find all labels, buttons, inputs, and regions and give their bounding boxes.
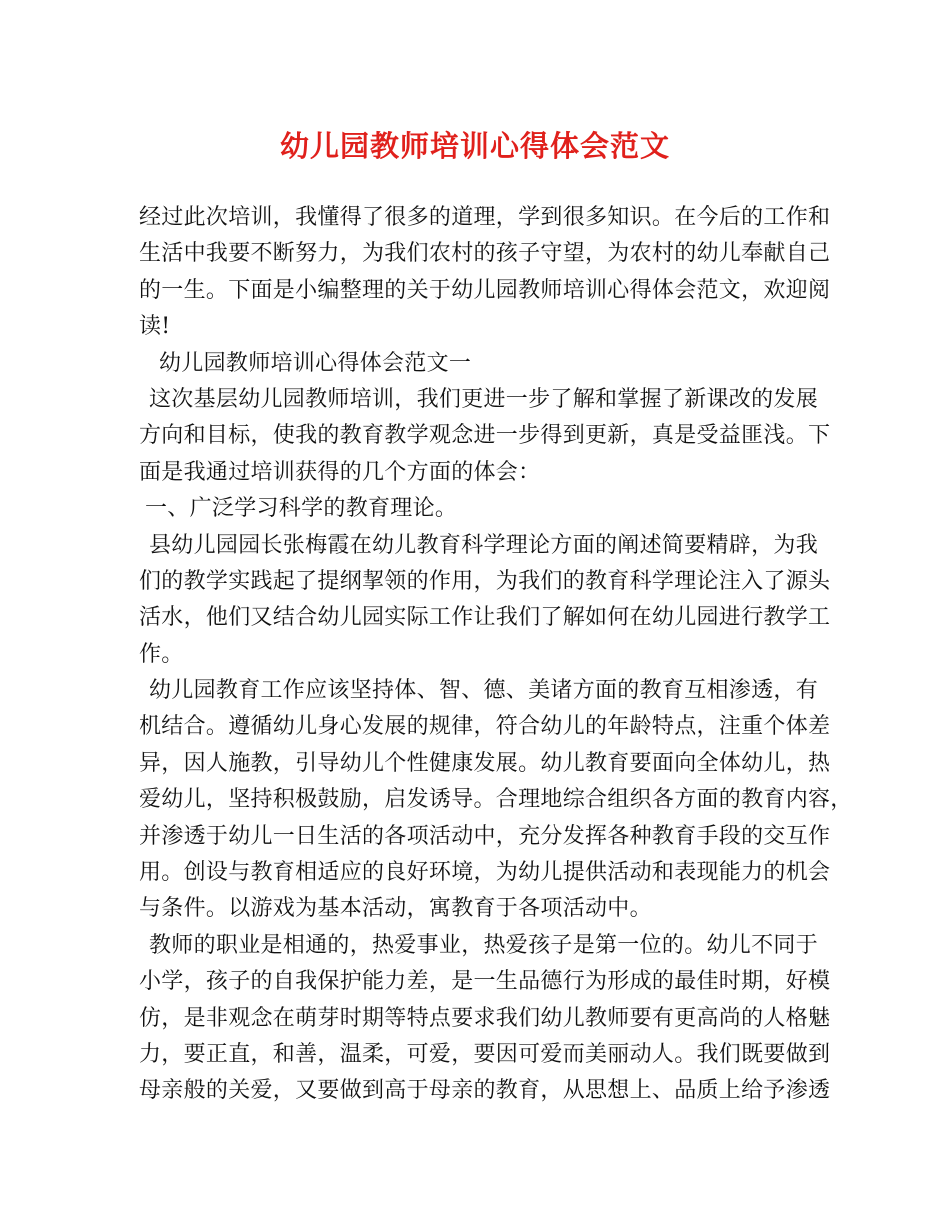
text-line: 幼儿园教育工作应该坚持体、智、德、美诸方面的教育互相渗透，有 [149, 678, 819, 704]
text-line: 作。 [139, 641, 184, 667]
text-line: 面是我通过培训获得的几个方面的体会： [139, 459, 541, 485]
text-line: 这次基层幼儿园教师培训，我们更进一步了解和掌握了新课改的发展 [149, 386, 819, 412]
document-body [139, 200, 853, 1110]
text-line: 母亲般的关爱，又要做到高于母亲的教育，从思想上、品质上给予渗透 [139, 1078, 831, 1104]
text-line: 县幼儿园园长张梅霞在幼儿教育科学理论方面的阐述简要精辟，为我 [149, 532, 819, 558]
text-line: 读! [139, 314, 171, 340]
text-line: 教师的职业是相通的，热爱事业，热爱孩子是第一位的。幼儿不同于 [149, 932, 819, 958]
text-line: 小学，孩子的自我保护能力差，是一生品德行为形成的最佳时期，好模 [139, 969, 831, 995]
text-line: 生活中我要不断努力，为我们农村的孩子守望，为农村的幼儿奉献自己 [139, 241, 831, 267]
section-heading: 幼儿园教师培训心得体会范文一 [159, 350, 472, 376]
text-line: 仿，是非观念在萌芽时期等特点要求我们幼儿教师要有更高尚的人格魅 [139, 1005, 831, 1031]
subsection-heading: 一、广泛学习科学的教育理论。 [145, 496, 458, 522]
text-line: 爱幼儿，坚持积极鼓励，启发诱导。合理地综合组织各方面的教育内容， [139, 787, 853, 813]
document-title: 幼儿园教师培训心得体会范文 [279, 129, 670, 163]
text-line: 异，因人施教，引导幼儿个性健康发展。幼儿教育要面向全体幼儿，热 [139, 750, 831, 776]
text-line: 的一生。下面是小编整理的关于幼儿园教师培训心得体会范文，欢迎阅 [139, 277, 831, 303]
text-line: 机结合。遵循幼儿身心发展的规律，符合幼儿的年龄特点，注重个体差 [139, 714, 831, 740]
text-line: 方向和目标，使我的教育教学观念进一步得到更新，真是受益匪浅。下 [139, 423, 831, 449]
text-line: 经过此次培训，我懂得了很多的道理，学到很多知识。在今后的工作和 [139, 205, 831, 230]
text-line: 力，要正直，和善，温柔，可爱，要因可爱而美丽动人。我们既要做到 [139, 1041, 831, 1067]
text-line: 活水，他们又结合幼儿园实际工作让我们了解如何在幼儿园进行教学工 [139, 605, 831, 631]
text-line: 们的教学实践起了提纲挈领的作用，为我们的教育科学理论注入了源头 [139, 568, 831, 594]
text-line: 并渗透于幼儿一日生活的各项活动中，充分发挥各种教育手段的交互作 [139, 823, 831, 849]
text-line: 与条件。以游戏为基本活动，寓教育于各项活动中。 [139, 896, 652, 922]
text-line: 用。创设与教育相适应的良好环境，为幼儿提供活动和表现能力的机会 [139, 860, 831, 886]
